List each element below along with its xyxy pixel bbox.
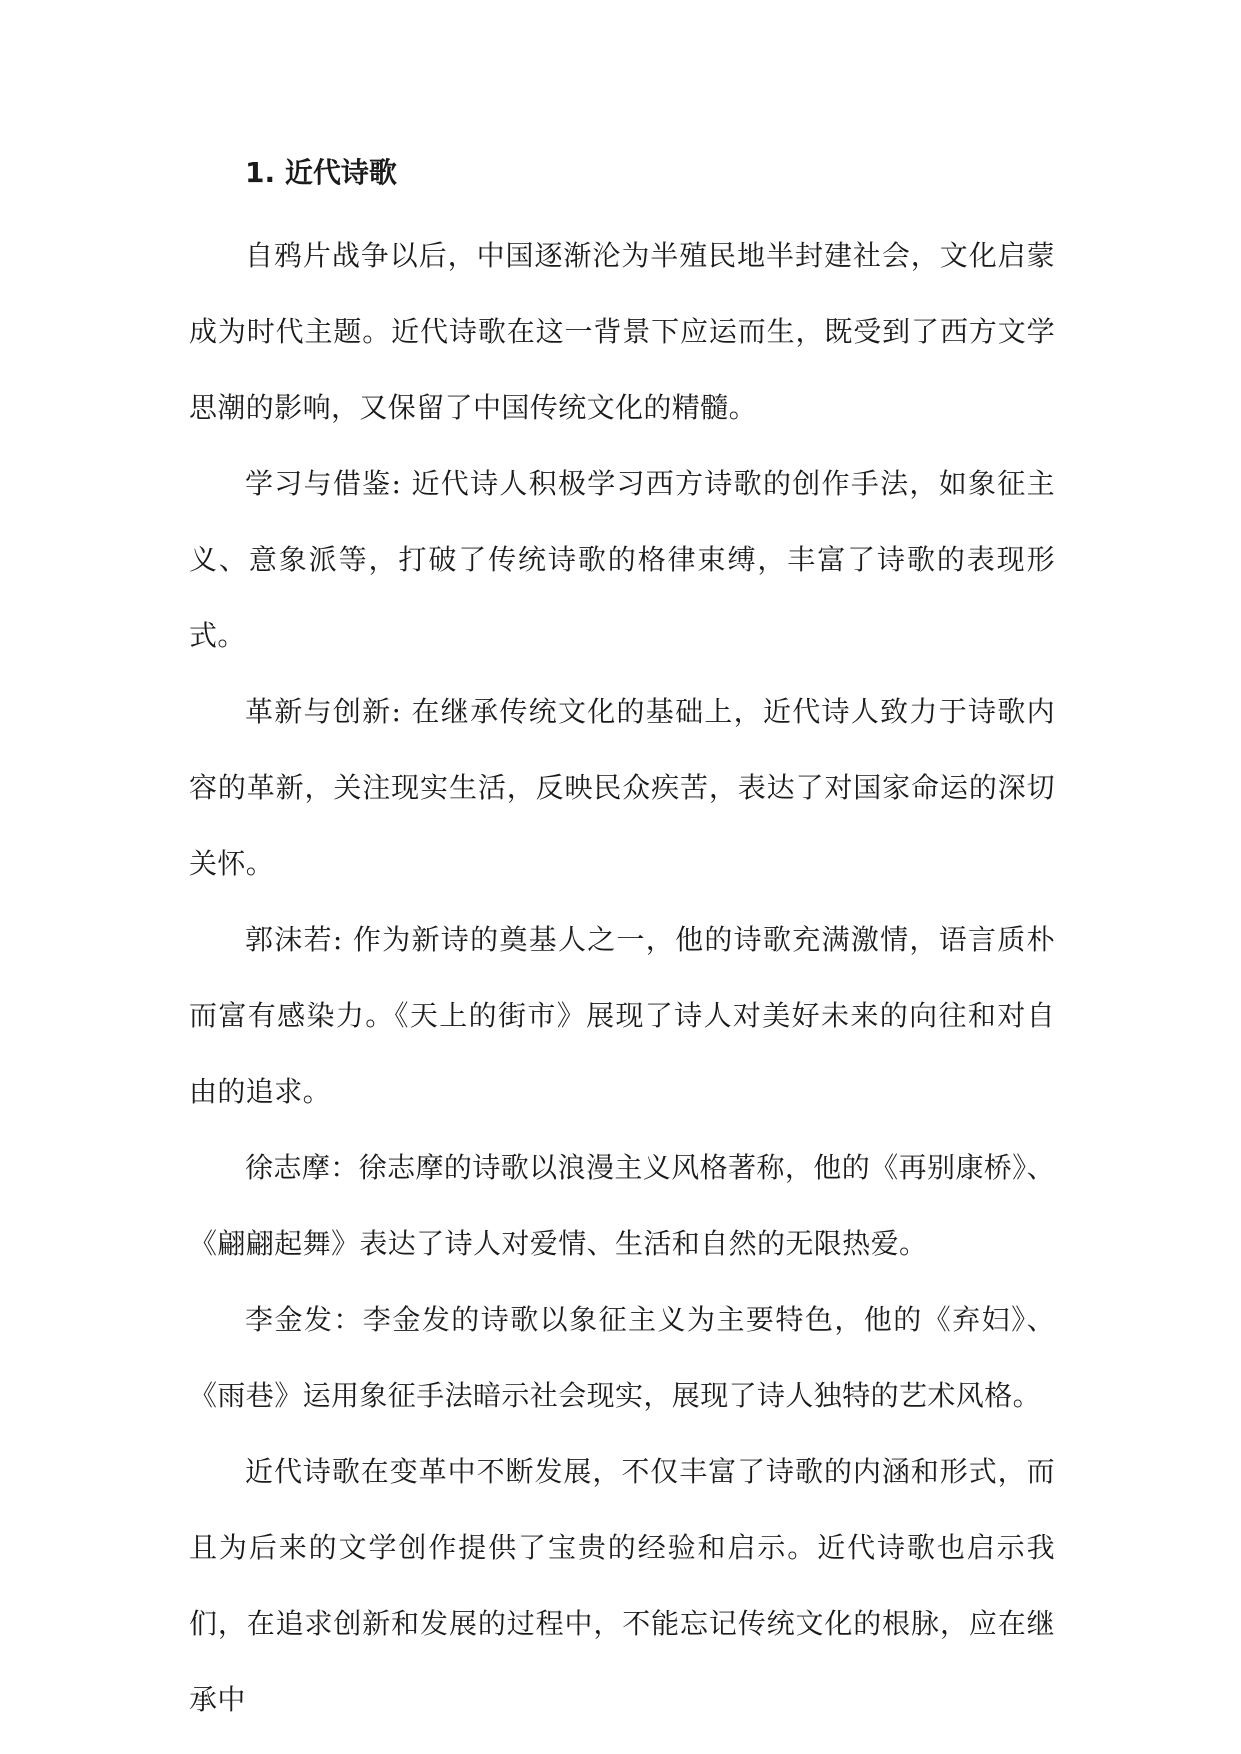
- paragraph-guo-moruo: 郭沫若: 作为新诗的奠基人之一，他的诗歌充满激情，语言质朴而富有感染力。《天上的街市》展现了诗人对美好未来的向往和对自由的追求。: [189, 923, 1055, 1108]
- paragraph-learning: 学习与借鉴: 近代诗人积极学习西方诗歌的创作手法，如象征主义、意象派等，打破了传统诗歌的格律束缚，丰富了诗歌的表现形式。: [189, 467, 1055, 652]
- page-content: [189, 148, 1055, 1738]
- paragraph-innovation: 革新与创新: 在继承传统文化的基础上，近代诗人致力于诗歌内容的革新，关注现实生活，反映民众疾苦，表达了对国家命运的深切关怀。: [189, 695, 1055, 880]
- paragraph-intro: 自鸦片战争以后，中国逐渐沦为半殖民地半封建社会，文化启蒙成为时代主题。近代诗歌在这一背景下应运而生，既受到了西方文学思潮的影响，又保留了中国传统文化的精髓。: [189, 239, 1055, 424]
- heading-spacer: [189, 198, 1055, 218]
- section-heading: 1. 近代诗歌: [245, 156, 397, 189]
- paragraph-conclusion: 近代诗歌在变革中不断发展，不仅丰富了诗歌的内涵和形式，而且为后来的文学创作提供了宝贵的经验和启示。近代诗歌也启示我们，在追求创新和发展的过程中，不能忘记传统文化的根脉，应在继承中: [189, 1455, 1055, 1716]
- paragraph-xu-zhimo: 徐志摩：徐志摩的诗歌以浪漫主义风格著称，他的《再别康桥》、《翩翩起舞》表达了诗人对爱情、生活和自然的无限热爱。: [189, 1151, 1055, 1260]
- paragraph-li-jinfa: 李金发：李金发的诗歌以象征主义为主要特色，他的《弃妇》、《雨巷》运用象征手法暗示社会现实，展现了诗人独特的艺术风格。: [189, 1303, 1055, 1412]
